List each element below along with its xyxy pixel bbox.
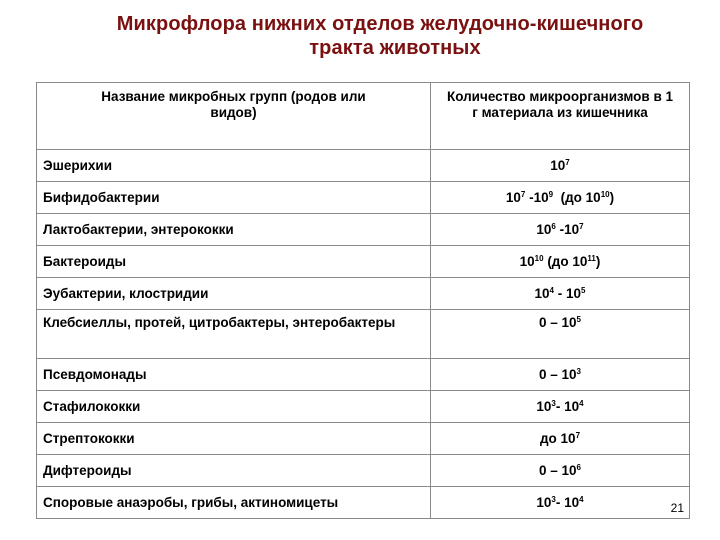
quantity-exponent: 3	[576, 366, 581, 376]
quantity-text: 10	[536, 221, 552, 237]
row-group-name: Бифидобактерии	[37, 182, 431, 214]
quantity-exponent: 10	[600, 189, 610, 199]
row-group-name: Эшерихии	[37, 150, 431, 182]
quantity-text: - 10	[555, 398, 580, 414]
row-quantity	[431, 487, 690, 519]
quantity-text: )	[595, 253, 601, 269]
quantity-exponent: 9	[548, 189, 554, 199]
quantity-text: (до 10	[553, 189, 601, 205]
table-row	[37, 150, 690, 182]
table-row	[37, 391, 690, 423]
row-group-name: Бактероиды	[37, 246, 431, 278]
quantity-exponent: 7	[579, 221, 584, 231]
quantity-exponent: 7	[520, 189, 526, 199]
microflora-table	[36, 82, 690, 519]
quantity-exponent: 11	[587, 253, 596, 263]
row-quantity	[431, 182, 690, 214]
table-header-row	[37, 83, 690, 150]
row-group-name: Лактобактерии, энтерококки	[37, 214, 431, 246]
quantity-text: 0 – 10	[539, 366, 577, 382]
quantity-exponent: 7	[575, 430, 581, 440]
table-row	[37, 182, 690, 214]
table-row	[37, 423, 690, 455]
row-quantity	[431, 278, 690, 310]
quantity-text: до 10	[539, 430, 576, 446]
quantity-text: - 10	[554, 285, 582, 301]
quantity-text: 10	[550, 157, 566, 173]
row-group-name: Стафилококки	[37, 391, 431, 423]
table-row	[37, 487, 690, 519]
table-row	[37, 214, 690, 246]
row-group-name: Дифтероиды	[37, 455, 431, 487]
row-quantity	[431, 359, 690, 391]
quantity-text: -10	[555, 221, 580, 237]
page-title	[0, 12, 720, 60]
row-quantity	[431, 455, 690, 487]
quantity-text: 10	[519, 253, 535, 269]
row-quantity	[431, 310, 690, 359]
row-group-name: Эубактерии, клостридии	[37, 278, 431, 310]
quantity-text: 10	[505, 189, 521, 205]
quantity-text: 10	[536, 494, 552, 510]
header-group-name: Название микробных групп (родов или видов)	[37, 83, 431, 150]
page-title-line-1: Микрофлора нижних отделов желудочно-кишечного	[116, 13, 644, 35]
quantity-exponent: 6	[551, 221, 556, 231]
quantity-exponent: 3	[551, 494, 556, 504]
row-quantity	[431, 423, 690, 455]
quantity-text: (до 10	[543, 253, 588, 269]
quantity-text: )	[609, 189, 615, 205]
quantity-exponent: 10	[534, 253, 544, 263]
row-quantity	[431, 246, 690, 278]
quantity-text: 0 – 10	[539, 315, 577, 330]
quantity-text: - 10	[555, 494, 580, 510]
row-group-name: Клебсиеллы, протей, цитробактеры, энтеробактеры	[37, 310, 431, 359]
quantity-text: 0 – 10	[539, 462, 577, 478]
quantity-exponent: 5	[576, 315, 581, 324]
table-row	[37, 359, 690, 391]
row-quantity	[431, 214, 690, 246]
row-quantity	[431, 391, 690, 423]
quantity-exponent: 4	[549, 285, 554, 295]
quantity-text: -10	[525, 189, 549, 205]
page-number: 21	[670, 501, 684, 515]
quantity-exponent: 4	[579, 398, 584, 408]
quantity-exponent: 6	[576, 462, 581, 472]
table-row	[37, 246, 690, 278]
table-row	[37, 278, 690, 310]
row-group-name: Споровые анаэробы, грибы, актиномицеты	[37, 487, 431, 519]
quantity-text: 10	[534, 285, 550, 301]
header-quantity: Количество микроорганизмов в 1 г материала из кишечника	[431, 83, 690, 150]
row-group-name: Стрептококки	[37, 423, 431, 455]
table-row	[37, 310, 690, 359]
quantity-exponent: 4	[579, 494, 584, 504]
row-quantity	[431, 150, 690, 182]
quantity-text: 10	[536, 398, 552, 414]
quantity-exponent: 3	[551, 398, 556, 408]
page-title-line-2: тракта животных	[309, 37, 481, 59]
table-row	[37, 455, 690, 487]
row-group-name: Псевдомонады	[37, 359, 431, 391]
quantity-exponent: 5	[581, 285, 586, 295]
quantity-exponent: 7	[565, 157, 570, 167]
